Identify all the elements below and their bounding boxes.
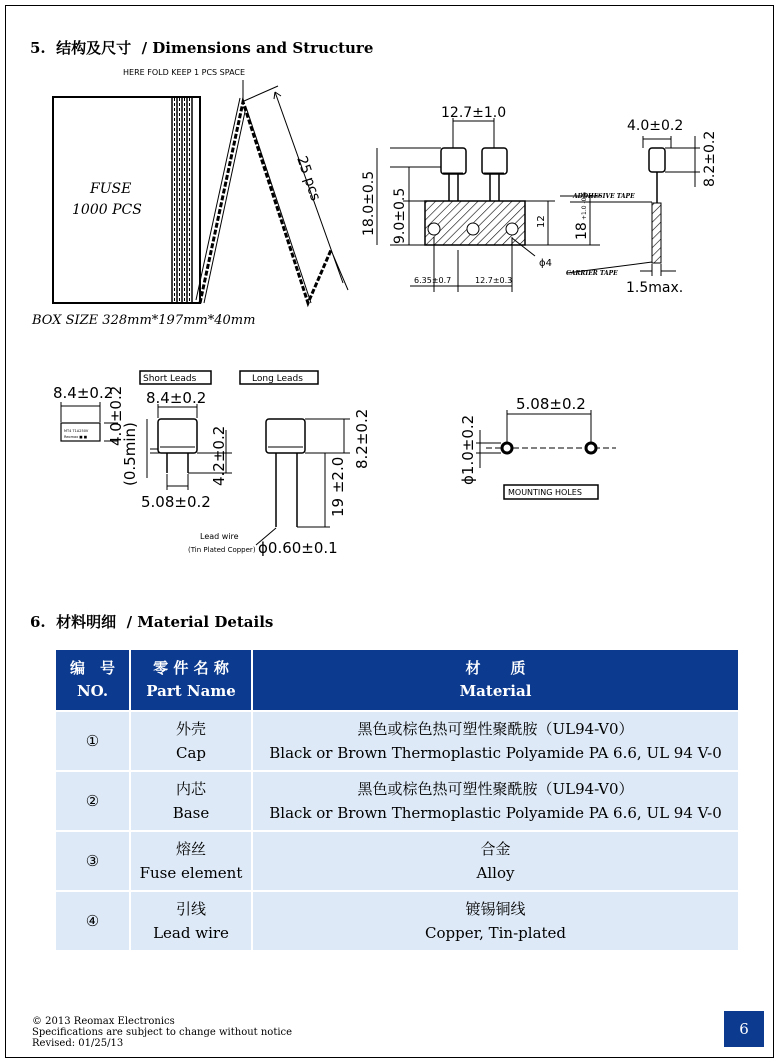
- tape-total-height-label: 18.0±0.5: [361, 170, 377, 236]
- short-leads-drawing: [61, 402, 232, 490]
- copyright: © 2013 Reomax Electronics: [32, 1016, 175, 1027]
- table-header-row: [56, 650, 738, 710]
- box-size-label: BOX SIZE 328mm*197mm*40mm: [32, 313, 256, 328]
- tape-pitch-label: 12.7±1.0: [441, 105, 507, 121]
- mounting-holes-drawing: [476, 410, 616, 468]
- row-no: ②: [56, 770, 131, 830]
- carrier-tape-label: CARRIER TAPE: [566, 270, 618, 277]
- hole-spacing-label: 5.08±0.2: [516, 395, 586, 413]
- footer: [32, 1016, 292, 1049]
- adhesive-tape-label: ADDHESIVE TAPE: [573, 193, 635, 200]
- lead-spacing-label: 5.08±0.2: [141, 493, 211, 511]
- page-number: 6: [724, 1011, 764, 1047]
- box-label-fuse: FUSE: [90, 181, 132, 197]
- top-width-label: 8.4±0.2: [53, 384, 114, 402]
- long-leads-label: Long Leads: [252, 374, 303, 384]
- mounting-holes-label: MOUNTING HOLES: [508, 488, 582, 497]
- lead-wire-label: Lead wire: [200, 532, 239, 541]
- material-table: [56, 650, 738, 950]
- row-part: 引线 Lead wire: [131, 890, 253, 950]
- table-row: [56, 770, 738, 830]
- svg-text:MT4 T1A250V: MT4 T1A250V: [64, 429, 89, 433]
- tape-body-height-label: 8.2±0.2: [702, 130, 718, 187]
- box-drawing: [53, 68, 348, 303]
- table-row: [56, 890, 738, 950]
- row-no: ①: [56, 710, 131, 770]
- short-leads-label: Short Leads: [143, 374, 197, 384]
- depth-label: 4.0±0.2: [107, 385, 125, 446]
- revised-date: Revised: 01/25/13: [32, 1038, 124, 1049]
- row-material: 合金 Alloy: [253, 830, 738, 890]
- lead-dia-label: ϕ0.60±0.1: [258, 539, 338, 557]
- body-width-label: 8.4±0.2: [146, 389, 207, 407]
- fold-note: HERE FOLD KEEP 1 PCS SPACE: [123, 68, 246, 77]
- short-height-label: 4.2±0.2: [210, 425, 228, 486]
- row-no: ③: [56, 830, 131, 890]
- lead-wire-note: (Tin Plated Copper): [188, 546, 256, 554]
- header-material: 材 质 Material: [253, 650, 738, 710]
- row-no: ④: [56, 890, 131, 950]
- row-material: 镀锡铜线 Copper, Tin-plated: [253, 890, 738, 950]
- pcs-count-label: 25 pcs: [293, 154, 324, 203]
- min-lead-label: (0.5min): [121, 422, 139, 486]
- header-no: 编 号 NO.: [56, 650, 131, 710]
- tape-width2-label: 18: [574, 222, 590, 240]
- tape-width2-tol: +1.0 -0.5: [581, 191, 588, 220]
- max-thickness-label: 1.5max.: [626, 280, 684, 296]
- svg-text:Reomax ■ ■: Reomax ■ ■: [64, 435, 88, 439]
- mount-hole-dia-label: ϕ1.0±0.2: [459, 414, 477, 485]
- row-part: 内芯 Base: [131, 770, 253, 830]
- table-row: [56, 830, 738, 890]
- row-material: 黑色或棕色热可塑性聚酰胺（UL94-V0） Black or Brown Thermoplastic Polyamide PA 6.6, UL 94 V-0: [253, 770, 738, 830]
- row-part: 熔丝 Fuse element: [131, 830, 253, 890]
- long-lead-length-label: 19 ±2.0: [329, 456, 347, 517]
- notice: Specifications are subject to change without notice: [32, 1027, 293, 1038]
- row-material: 黑色或棕色热可塑性聚酰胺（UL94-V0） Black or Brown Thermoplastic Polyamide PA 6.6, UL 94 V-0: [253, 710, 738, 770]
- tape-width-label: 12: [536, 215, 547, 228]
- tape-hole-pitch-label: 12.7±0.3: [475, 276, 513, 285]
- row-part: 外壳 Cap: [131, 710, 253, 770]
- box-label-qty: 1000 PCS: [72, 202, 142, 218]
- table-row: [56, 710, 738, 770]
- tape-hole-dia-label: ϕ4: [539, 258, 552, 269]
- tape-lead-height-label: 9.0±0.5: [392, 187, 408, 244]
- tape-offset-label: 6.35±0.7: [414, 276, 452, 285]
- long-body-height-label: 8.2±0.2: [353, 408, 371, 469]
- section-6-heading: 6. 材料明细 / Material Details: [30, 613, 274, 631]
- header-part-name: 零 件 名 称 Part Name: [131, 650, 253, 710]
- tape-thickness-label: 4.0±0.2: [627, 118, 684, 134]
- section-5-heading: 5. 结构及尺寸 / Dimensions and Structure: [30, 39, 374, 57]
